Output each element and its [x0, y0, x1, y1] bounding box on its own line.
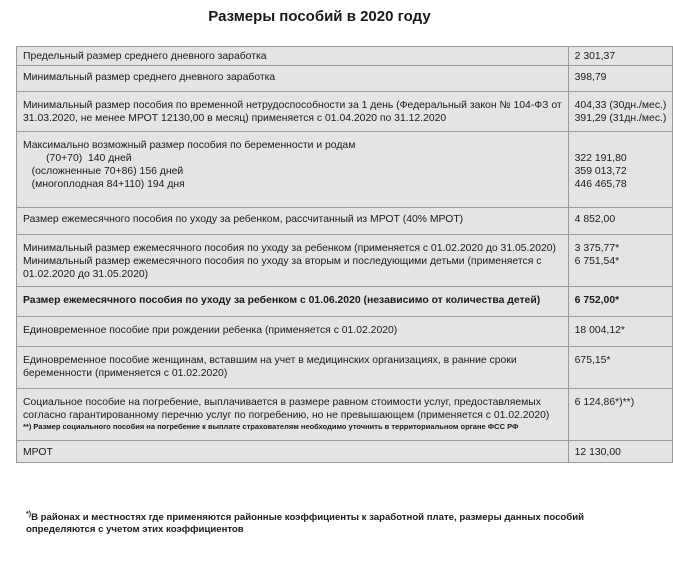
label-line: (70+70) 140 дней	[23, 153, 132, 164]
value-line: 3 375,77*	[574, 243, 620, 254]
label-line: Максимально возможный размер пособия по беременности и родам	[23, 140, 356, 151]
label-line: Единовременное пособие при рождении ребенка (применяется с 01.02.2020)	[23, 325, 398, 336]
label-line: Социальное пособие на погребение, выплачивается в размере равном стоимости услуг, предоставляемых	[23, 397, 541, 408]
label-line: 31.03.2020, не менее МРОТ 12130,00 в месяц) применяется с 01.04.2020 по 31.12.2020	[23, 113, 447, 124]
value-line: 359 013,72	[574, 166, 627, 177]
value-line: 446 465,78	[574, 179, 627, 190]
label-line: беременности (применяется с 01.02.2020)	[23, 368, 228, 379]
table-row	[17, 441, 673, 463]
row-label	[17, 287, 569, 317]
row-value	[568, 132, 673, 208]
page-title: Размеры пособий в 2020 году	[208, 8, 431, 25]
table-row	[17, 66, 673, 92]
row-value	[568, 317, 673, 347]
row-value	[568, 208, 673, 235]
row-label	[17, 208, 569, 235]
table-row	[17, 389, 673, 441]
label-line: (осложненные 70+86) 156 дней	[23, 166, 184, 177]
benefits-table	[16, 46, 673, 463]
value-line: 12 130,00	[574, 447, 621, 458]
row-value	[568, 47, 673, 66]
row-value	[568, 235, 673, 287]
table-row	[17, 208, 673, 235]
table-row	[17, 47, 673, 66]
value-line: 322 191,80	[574, 153, 627, 164]
table-row	[17, 287, 673, 317]
table-row	[17, 92, 673, 132]
label-line: Предельный размер среднего дневного заработка	[23, 51, 267, 62]
table-row	[17, 132, 673, 208]
value-line: 6 752,00*	[574, 295, 620, 306]
label-line: Единовременное пособие женщинам, вставшим на учет в медицинских организациях, в ранние сроки	[23, 355, 517, 366]
value-line: 4 852,00	[574, 214, 616, 225]
burial-note: **) Размер социального пособия на погребение к выплате страхователям необходимо уточнить в территориальном органе ФСС РФ	[23, 422, 519, 431]
row-value	[568, 441, 673, 463]
label-line: (многоплодная 84+110) 194 дня	[23, 179, 185, 190]
footnote-text: В районах и местностях где применяются районные коэффициенты к заработной плате, размеры данных пособий определяются с учетом этих коэффициентов	[26, 512, 584, 536]
row-value	[568, 389, 673, 441]
label-line: Минимальный размер среднего дневного заработка	[23, 72, 276, 83]
row-label	[17, 235, 569, 287]
value-line: 398,79	[574, 72, 607, 83]
label-line: Размер ежемесячного пособия по уходу за ребенком с 01.06.2020 (независимо от количества детей)	[23, 295, 541, 306]
value-line: 404,33 (30дн./мес.)	[574, 100, 667, 111]
label-line: Минимальный размер ежемесячного пособия по уходу за вторым и последующими детьми (применяется с	[23, 256, 542, 267]
row-label	[17, 347, 569, 389]
row-label	[17, 66, 569, 92]
label-line: 01.02.2020 до 31.05.2020)	[23, 269, 149, 280]
row-label	[17, 132, 569, 208]
label-line: Минимальный размер пособия по временной нетрудоспособности за 1 день (Федеральный закон № 104-ФЗ от	[23, 100, 562, 111]
label-line: Размер ежемесячного пособия по уходу за ребенком, рассчитанный из МРОТ (40% МРОТ)	[23, 214, 464, 225]
label-line: МРОТ	[23, 447, 53, 458]
row-value	[568, 92, 673, 132]
table-row	[17, 317, 673, 347]
row-value	[568, 287, 673, 317]
value-line: 18 004,12*	[574, 325, 625, 336]
row-label	[17, 92, 569, 132]
row-label	[17, 47, 569, 66]
table-row	[17, 235, 673, 287]
table-row	[17, 347, 673, 389]
footnote-mark: *)	[26, 511, 32, 518]
value-line: 675,15*	[574, 355, 611, 366]
value-line: 6 751,54*	[574, 256, 620, 267]
label-line: Минимальный размер ежемесячного пособия по уходу за ребенком (применяется с 01.02.2020 до 31.05.2020)	[23, 243, 557, 254]
value-line: 6 124,86*)**)	[574, 397, 635, 408]
value-line: 391,29 (31дн./мес.)	[574, 113, 667, 124]
footnote	[26, 509, 616, 536]
label-line: согласно гарантированному перечню услуг по погребению, но не превышающем (применяется с 01.02.2020)	[23, 410, 550, 421]
row-value	[568, 66, 673, 92]
value-line	[575, 139, 667, 152]
row-label	[17, 317, 569, 347]
row-label	[17, 389, 569, 441]
row-value	[568, 347, 673, 389]
row-label	[17, 441, 569, 463]
value-line: 2 301,37	[574, 51, 616, 62]
